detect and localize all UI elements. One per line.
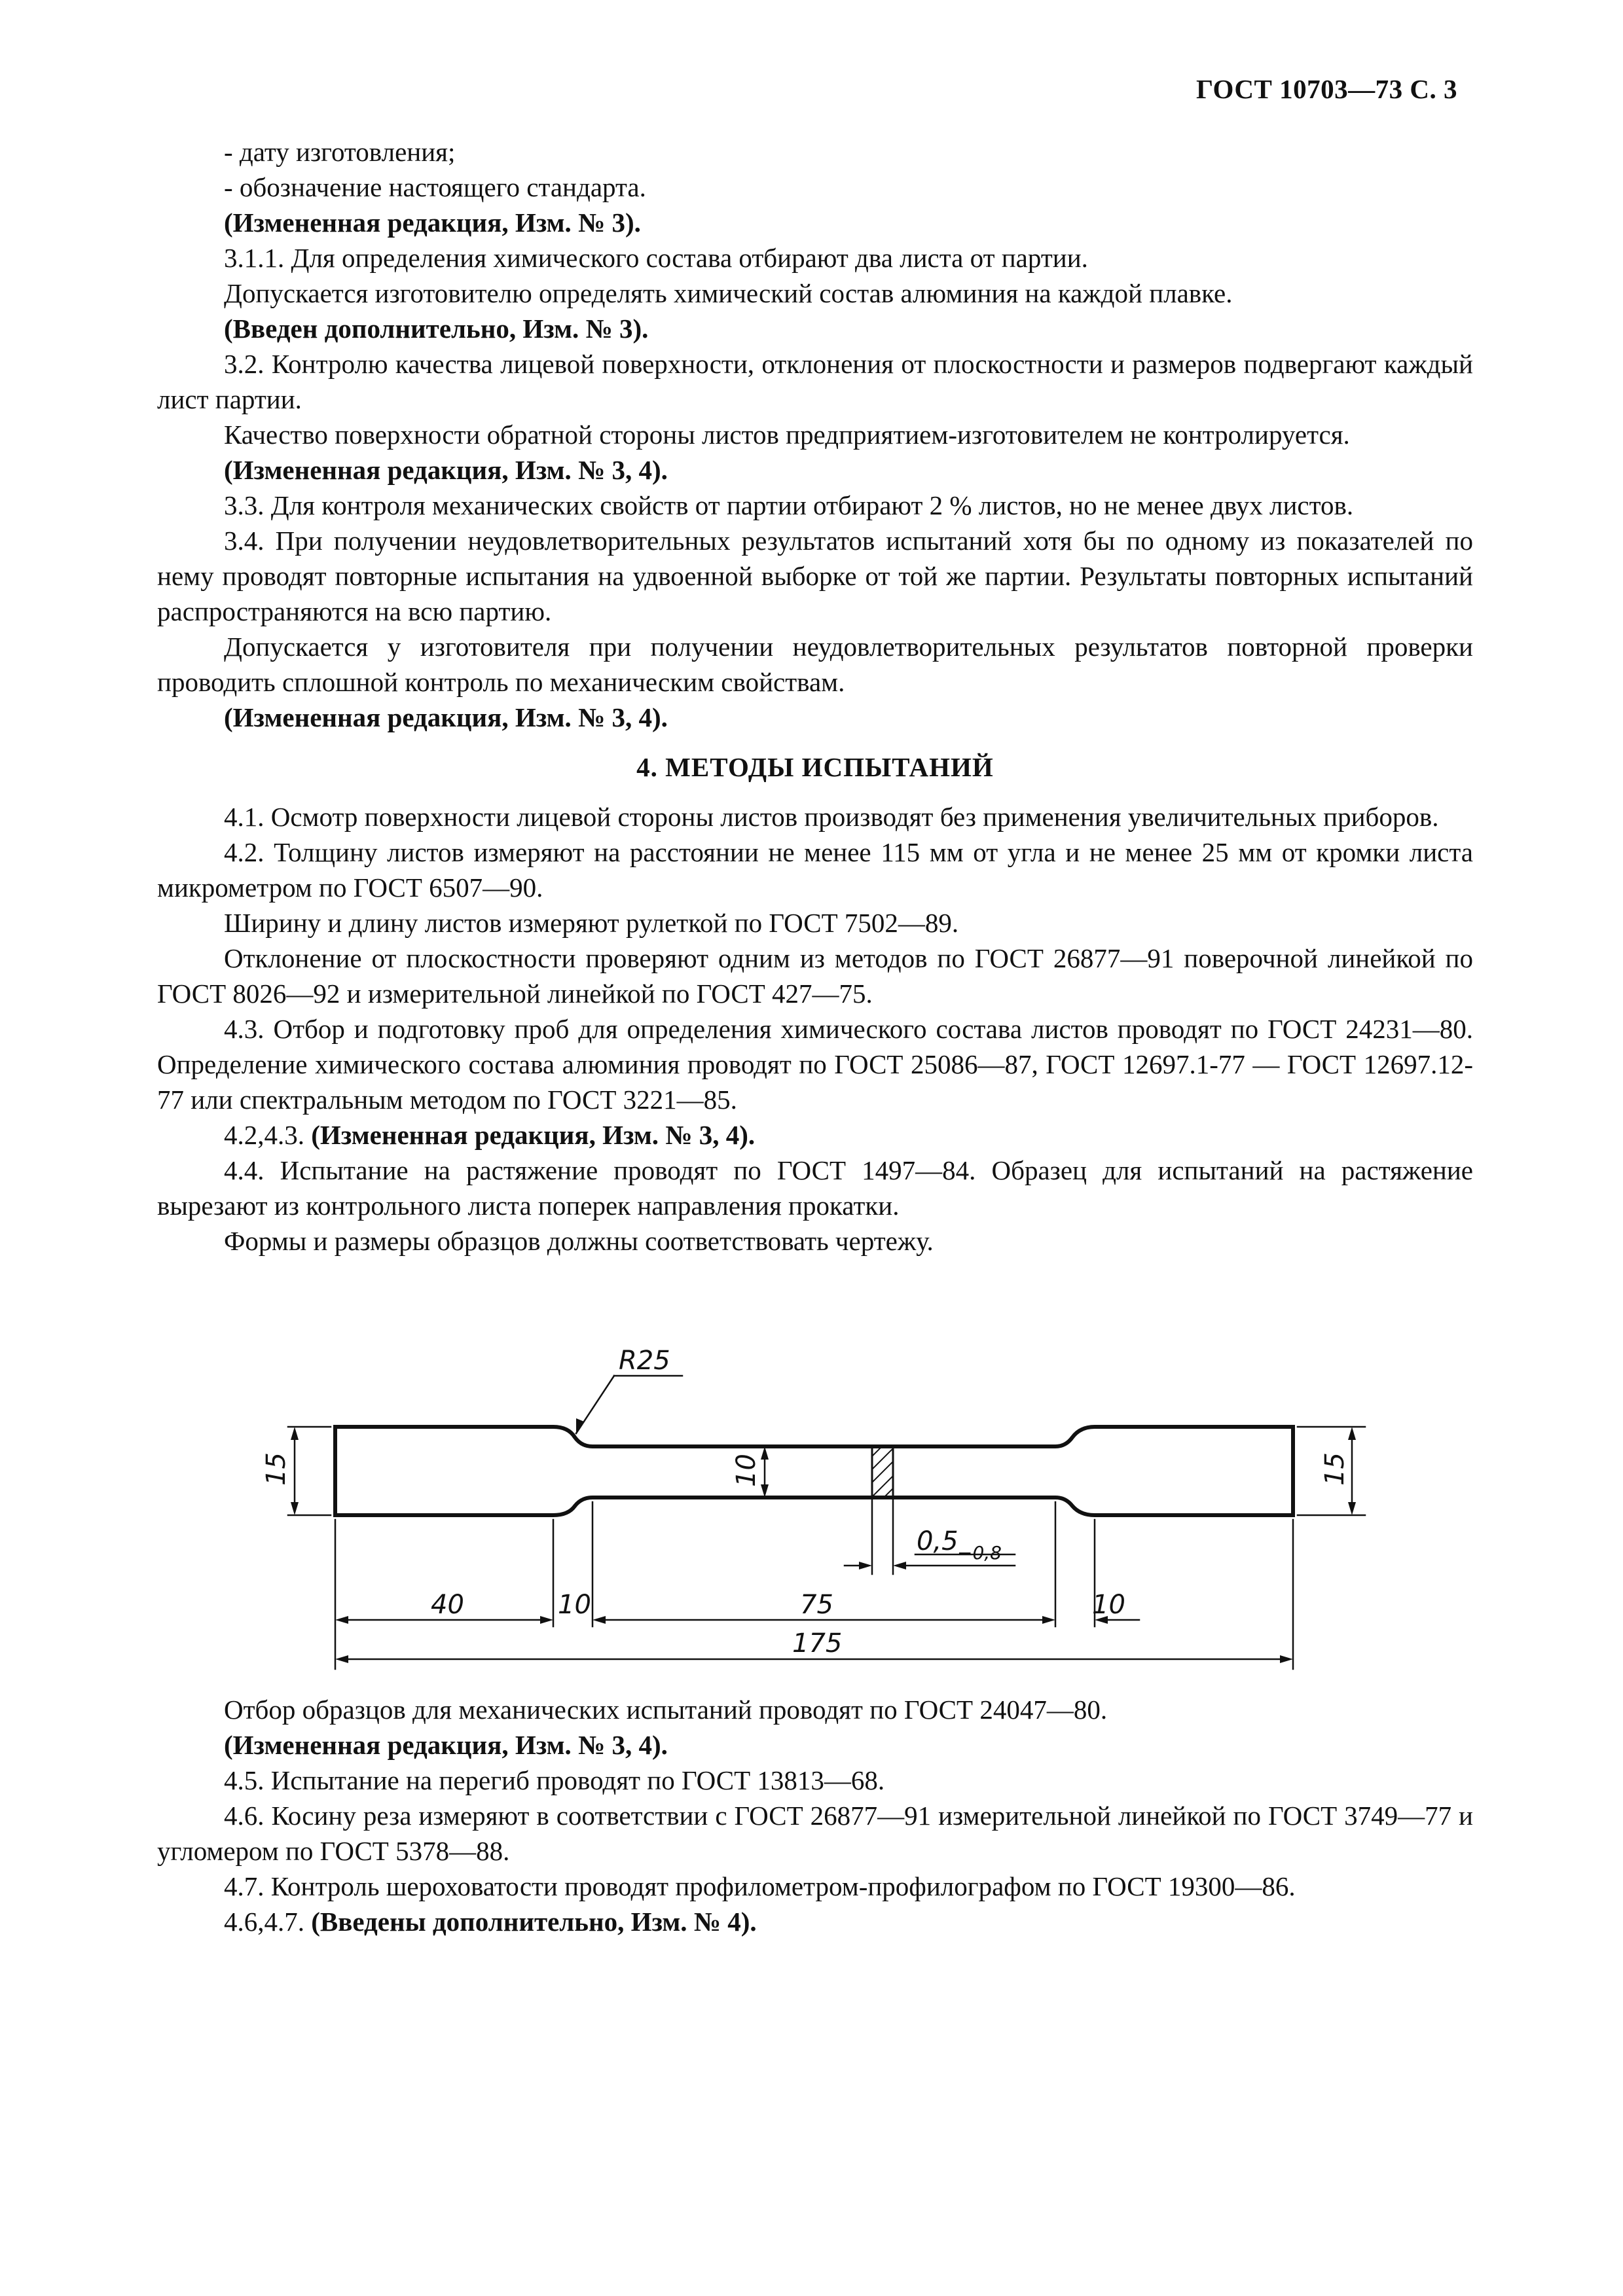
amendment-note: (Измененная редакция, Изм. № 3, 4). <box>224 702 668 732</box>
paragraph: Качество поверхности обратной стороны листов предприятием-изготовителем не контролируется. <box>224 420 1350 450</box>
text-block-top <box>157 134 1473 1259</box>
paragraph: Ширину и длину листов измеряют рулеткой по ГОСТ 7502—89. <box>224 908 959 938</box>
paragraph: 3.2. Контролю качества лицевой поверхности, отклонения от плоскостности и размеров подвергают каждый лист партии. <box>157 349 1473 414</box>
dim-tolerance-main: 0,5 <box>917 1526 958 1556</box>
dim-gauge-length: 75 <box>800 1590 833 1620</box>
paragraph: 4.6. Косину реза измеряют в соответствии с ГОСТ 26877—91 измерительной линейкой по ГОСТ 3749—77 и угломером по ГОСТ 5378—88. <box>157 1801 1473 1866</box>
paragraph: 4.7. Контроль шероховатости проводят профилометром-профилографом по ГОСТ 19300—86. <box>224 1871 1296 1901</box>
arrowhead <box>291 1427 299 1440</box>
specimen-drawing <box>0 1322 1623 1689</box>
page-header: ГОСТ 10703—73 С. 3 <box>1195 74 1457 104</box>
paragraph: 3.1.1. Для определения химического состава отбирают два листа от партии. <box>224 243 1088 273</box>
arrowhead <box>593 1616 606 1624</box>
paragraph: 4.5. Испытание на перегиб проводят по ГОСТ 13813—68. <box>224 1765 885 1795</box>
amendment-note: (Измененная редакция, Изм. № 3, 4). <box>224 455 668 485</box>
amendment-note: (Введены дополнительно, Изм. № 4). <box>311 1907 757 1937</box>
paragraph: Отклонение от плоскостности проверяют одним из методов по ГОСТ 26877—91 поверочной линейкой по ГОСТ 8026—92 и измерительной линейкой по ГОСТ 427—75. <box>157 943 1473 1009</box>
dim-grip-length: 40 <box>431 1590 464 1620</box>
arrowhead <box>1280 1655 1293 1663</box>
dim-neck-width: 10 <box>731 1454 761 1487</box>
hatch-line <box>872 1448 893 1469</box>
amendment-note-line <box>157 1117 1473 1153</box>
amendment-note: (Введен дополнительно, Изм. № 3). <box>224 314 649 344</box>
paragraph: 4.2. Толщину листов измеряют на расстоянии не менее 115 мм от угла и не менее 25 мм от кромки листа микрометром по ГОСТ 6507—90. <box>157 837 1473 903</box>
dim-height-left: 15 <box>261 1452 291 1486</box>
clause-ref: 4.2,4.3. <box>224 1120 312 1150</box>
dim-transition-right: 10 <box>1092 1590 1125 1620</box>
paragraph: 4.3. Отбор и подготовку проб для определения химического состава листов проводят по ГОСТ 24231—80. Определение химического состава алюминия проводят по ГОСТ 25086—87, ГОСТ 12697.1-77 — ГОСТ 12697.12-77 или спектральным методом по ГОСТ 3221—85. <box>157 1014 1473 1115</box>
arrowhead <box>1348 1502 1356 1515</box>
section-heading: 4. МЕТОДЫ ИСПЫТАНИЙ <box>636 752 994 782</box>
radius-label: R25 <box>619 1346 670 1376</box>
dim-total-length: 175 <box>792 1628 843 1659</box>
amendment-note: (Измененная редакция, Изм. № 3). <box>224 207 641 238</box>
paragraph: 3.3. Для контроля механических свойств от партии отбирают 2 % листов, но не менее двух листов. <box>224 490 1354 520</box>
dim-tolerance-sub: −0,8 <box>957 1542 1002 1564</box>
arrowhead <box>1348 1427 1356 1440</box>
arrowhead <box>859 1562 872 1570</box>
arrowhead <box>335 1655 348 1663</box>
text-block-bottom <box>157 1692 1473 1939</box>
paragraph: - обозначение настоящего стандарта. <box>224 172 646 202</box>
amendment-note-line <box>157 1904 1473 1939</box>
arrowhead <box>540 1616 553 1624</box>
specimen-drawing-svg <box>0 1322 1623 1689</box>
paragraph: 3.4. При получении неудовлетворительных результатов испытаний хотя бы по одному из показателей по нему проводят повторные испытания на удвоенной выборке от той же партии. Результаты повторных испытаний распространяются на всю партию. <box>157 526 1473 626</box>
clause-ref: 4.6,4.7. <box>224 1907 312 1937</box>
paragraph: - дату изготовления; <box>224 137 456 167</box>
arrowhead <box>576 1418 584 1433</box>
paragraph: 4.1. Осмотр поверхности лицевой стороны листов производят без применения увеличительных приборов. <box>224 802 1439 832</box>
dim-height-right: 15 <box>1320 1452 1350 1486</box>
arrowhead <box>893 1562 906 1570</box>
paragraph: Допускается у изготовителя при получении неудовлетворительных результатов повторной проверки проводить сплошной контроль по механическим свойствам. <box>157 632 1473 697</box>
paragraph: Отбор образцов для механических испытаний проводят по ГОСТ 24047—80. <box>224 1695 1108 1725</box>
paragraph: Формы и размеры образцов должны соответствовать чертежу. <box>224 1226 934 1256</box>
dim-transition-left: 10 <box>558 1590 591 1620</box>
paragraph: 4.4. Испытание на растяжение проводят по ГОСТ 1497—84. Образец для испытаний на растяжение вырезают из контрольного листа поперек направления прокатки. <box>157 1155 1473 1221</box>
amendment-note: (Измененная редакция, Изм. № 3, 4). <box>311 1120 756 1150</box>
amendment-note: (Измененная редакция, Изм. № 3, 4). <box>224 1730 668 1760</box>
paragraph: Допускается изготовителю определять химический состав алюминия на каждой плавке. <box>224 278 1233 308</box>
arrowhead <box>1042 1616 1055 1624</box>
specimen-outline <box>335 1427 1293 1515</box>
arrowhead <box>335 1616 348 1624</box>
arrowhead <box>291 1502 299 1515</box>
